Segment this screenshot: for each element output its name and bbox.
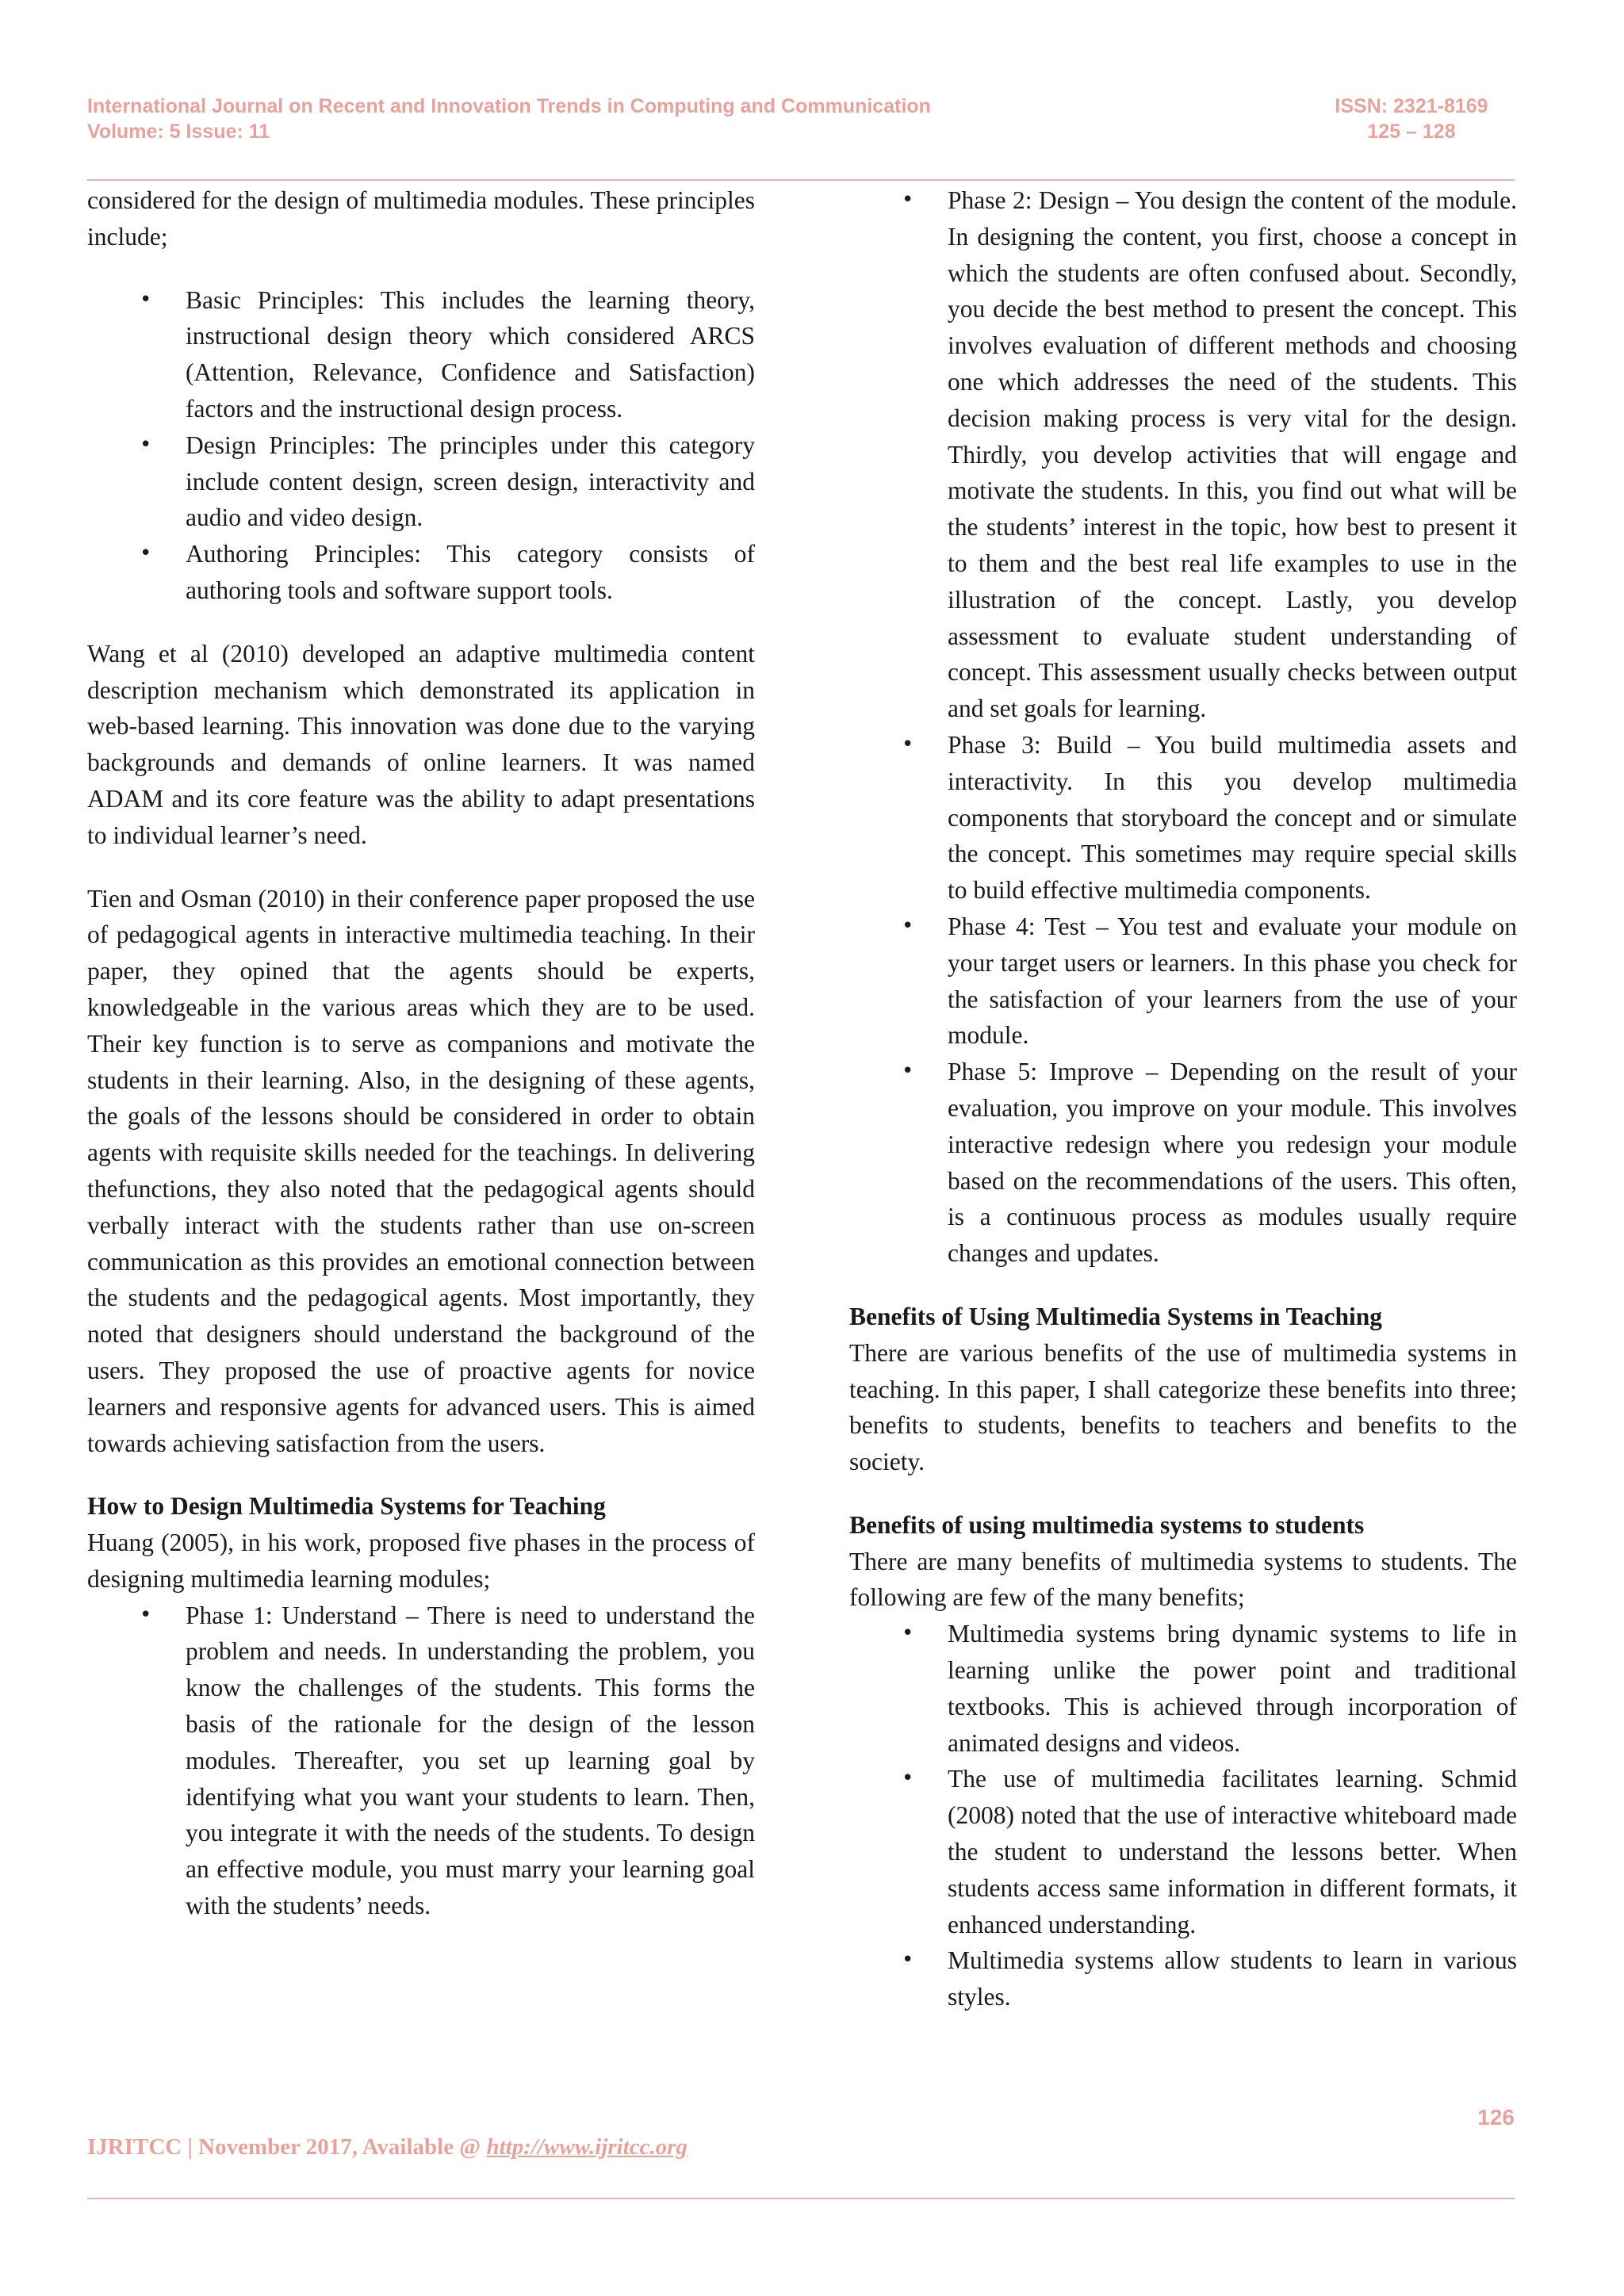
left-column xyxy=(87,182,755,1924)
subsection-heading-students: Benefits of using multimedia systems to students xyxy=(849,1510,1365,1539)
right-column xyxy=(849,182,1517,2015)
page-number: 126 xyxy=(1477,2105,1515,2130)
list-item: • Multimedia systems allow students to learn in various styles. xyxy=(849,1942,1517,2015)
list-item: • Phase 5: Improve – Depending on the result of your evaluation, you improve on your module. This involves interactive redesign where you redesign your module based on the recommendations of the users. This often, is a continuous process as modules usually require changes and updates. xyxy=(849,1054,1517,1272)
header-divider xyxy=(87,179,1515,181)
phase-list-continued xyxy=(849,182,1517,1272)
section-heading-design: How to Design Multimedia Systems for Teaching xyxy=(87,1492,606,1521)
list-item: • Authoring Principles: This category consists of authoring tools and software support tools. xyxy=(87,536,755,609)
wang-paragraph: Wang et al (2010) developed an adaptive multimedia content description mechanism which demonstrated its application in web-based learning. This innovation was done due to the varying backgrounds and demands of online learners. It was named ADAM and its core feature was the ability to adapt presentations to individual learner’s need. xyxy=(87,639,755,849)
list-item: • Design Principles: The principles under this category include content design, screen design, interactivity and audio and video design. xyxy=(87,427,755,536)
list-item: • Multimedia systems bring dynamic systems to life in learning unlike the power point and traditional textbooks. This is achieved through incorporation of animated designs and videos. xyxy=(849,1616,1517,1761)
footer-divider xyxy=(87,2198,1515,2199)
issn: ISSN: 2321-8169 xyxy=(1335,95,1488,117)
volume-issue: Volume: 5 Issue: 11 xyxy=(87,121,270,143)
tien-paragraph: Tien and Osman (2010) in their conference paper proposed the use of pedagogical agents in interactive multimedia teaching. In their paper, they opined that the agents should be experts, knowledgeable in the various areas which they are to be used. Their key function is to serve as companions and motivate the students in their learning. Also, in the designing of these agents, the goals of the lessons should be considered in order to obtain agents with requisite skills needed for the teachings. In delivering thefunctions, they also noted that the pedagogical agents should verbally interact with the students rather than use on-screen communication as this provides an emotional connection between the students and the pedagogical agents. Most importantly, they noted that designers should understand the background of the users. They proposed the use of proactive agents for novice learners and responsive agents for advanced users. This is aimed towards achieving satisfaction from the users. xyxy=(87,884,755,1457)
list-item: • The use of multimedia facilitates learning. Schmid (2008) noted that the use of interactive whiteboard made the student to understand the lessons better. When students access same information in different formats, it enhanced understanding. xyxy=(849,1761,1517,1942)
list-item: • Basic Principles: This includes the learning theory, instructional design theory which considered ARCS (Attention, Relevance, Confidence and Satisfaction) factors and the instructional design process. xyxy=(87,282,755,427)
principles-list xyxy=(87,282,755,609)
phase-list-start xyxy=(87,1598,755,1924)
footer-citation xyxy=(87,2134,688,2160)
list-item: • Phase 2: Design – You design the content of the module. In designing the content, you first, choose a concept in which the students are often confused about. Secondly, you decide the best method to present the concept. This involves evaluation of different methods and choosing one which addresses the need of the students. This decision making process is very vital for the design. Thirdly, you develop activities that will engage and motivate the students. In this, you find out what will be the students’ interest in the topic, how best to present it to them and the best real life examples to use in the illustration of the concept. Lastly, you develop assessment to evaluate student understanding of concept. This assessment usually checks between output and set goals for learning. xyxy=(849,182,1517,727)
running-header xyxy=(87,94,1515,144)
list-item: • Phase 3: Build – You build multimedia assets and interactivity. In this you develop multimedia components that storyboard the concept and or simulate the concept. This sometimes may require special skills to build effective multimedia components. xyxy=(849,727,1517,909)
intro-paragraph: considered for the design of multimedia modules. These principles include; xyxy=(87,186,755,251)
list-item: • Phase 4: Test – You test and evaluate your module on your target users or learners. In this phase you check for the satisfaction of your learners from the use of your module. xyxy=(849,909,1517,1054)
student-benefits-list xyxy=(849,1616,1517,2015)
students-intro-paragraph: There are many benefits of multimedia systems to students. The following are few of the many benefits; xyxy=(849,1547,1517,1612)
footer-text: IJRITCC | November 2017, Available @ xyxy=(87,2134,487,2160)
huang-paragraph: Huang (2005), in his work, proposed five phases in the process of designing multimedia learning modules; xyxy=(87,1529,755,1593)
list-item: • Phase 1: Understand – There is need to understand the problem and needs. In understanding the problem, you know the challenges of the students. This forms the basis of the rationale for the design of the lesson modules. Thereafter, you set up learning goal by identifying what you want your students to learn. Then, you integrate it with the needs of the students. To design an effective module, you must marry your learning goal with the students’ needs. xyxy=(87,1598,755,1924)
footer-link[interactable]: http://www.ijritcc.org xyxy=(486,2134,688,2160)
benefits-paragraph: There are various benefits of the use of multimedia systems in teaching. In this paper, I shall categorize these benefits into three; benefits to students, benefits to teachers and benefits to the society. xyxy=(849,1338,1517,1476)
page-range: 125 – 128 xyxy=(1367,121,1456,143)
journal-title: International Journal on Recent and Innovation Trends in Computing and Communication xyxy=(87,95,931,117)
section-heading-benefits: Benefits of Using Multimedia Systems in Teaching xyxy=(849,1302,1383,1330)
